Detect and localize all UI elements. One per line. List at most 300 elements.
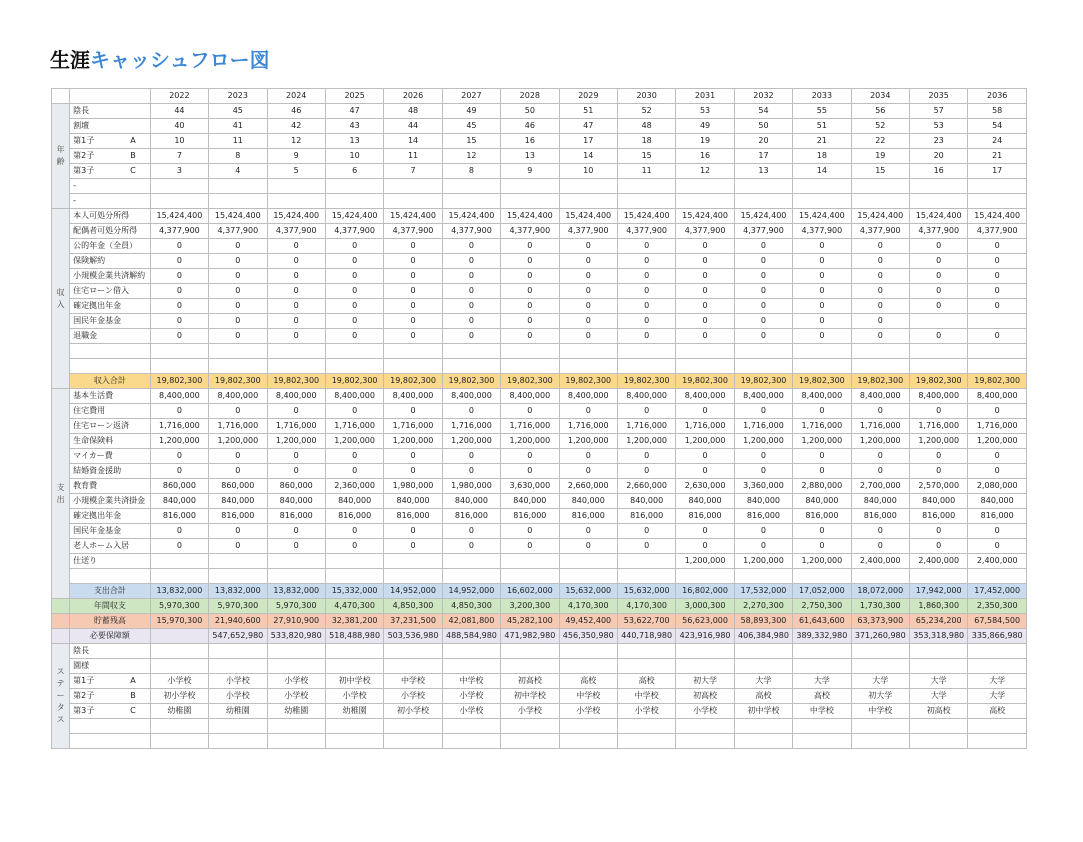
value-cell: 15,424,400 — [384, 209, 442, 224]
row-label — [70, 449, 151, 464]
value-cell: 4,377,900 — [734, 224, 792, 239]
value-cell: 20 — [909, 149, 967, 164]
value-cell: 0 — [734, 404, 792, 419]
value-cell: 1,200,000 — [150, 434, 208, 449]
year-header: 2030 — [617, 89, 675, 104]
value-cell — [851, 644, 909, 659]
total-value-cell: 19,802,300 — [617, 374, 675, 389]
value-cell: 0 — [442, 524, 500, 539]
value-cell: 大学 — [968, 689, 1027, 704]
value-cell: 2,080,000 — [968, 479, 1027, 494]
value-cell: 0 — [267, 314, 325, 329]
value-cell — [384, 719, 442, 734]
value-cell — [968, 659, 1027, 674]
value-cell: 0 — [734, 524, 792, 539]
value-cell: 0 — [559, 284, 617, 299]
value-cell: 0 — [384, 284, 442, 299]
value-cell: 0 — [851, 284, 909, 299]
row-label-text: - — [73, 181, 77, 190]
row-label — [70, 464, 151, 479]
value-cell: 0 — [793, 254, 851, 269]
value-cell: 18 — [617, 134, 675, 149]
value-cell: 0 — [617, 239, 675, 254]
value-cell — [734, 344, 792, 359]
value-cell — [793, 179, 851, 194]
group-label-char: タ — [56, 703, 65, 712]
value-cell: 0 — [325, 239, 383, 254]
row-label-text: 本人可処分所得 — [73, 211, 130, 220]
value-cell — [968, 734, 1027, 749]
value-cell — [209, 719, 267, 734]
row-label-text: 第3子 — [73, 706, 95, 715]
value-cell: 小学校 — [617, 704, 675, 719]
year-header: 2029 — [559, 89, 617, 104]
value-cell: 40 — [150, 119, 208, 134]
value-cell: 1,716,000 — [851, 419, 909, 434]
value-cell: 0 — [209, 404, 267, 419]
value-cell: 816,000 — [851, 509, 909, 524]
value-cell — [150, 734, 208, 749]
value-cell: 0 — [734, 464, 792, 479]
value-cell: 0 — [325, 269, 383, 284]
value-cell — [676, 569, 734, 584]
value-cell — [676, 644, 734, 659]
value-cell: 0 — [325, 254, 383, 269]
row-label-sub: C — [130, 166, 136, 175]
row-label — [70, 644, 151, 659]
row-label-text: 配偶者可処分所得 — [73, 226, 138, 235]
value-cell: 8,400,000 — [617, 389, 675, 404]
total-value-cell: 19,802,300 — [150, 374, 208, 389]
total-value-cell: 19,802,300 — [909, 374, 967, 389]
row-label — [70, 719, 151, 734]
table-row — [52, 194, 1027, 209]
value-cell: 15,424,400 — [501, 209, 559, 224]
value-cell: 860,000 — [267, 479, 325, 494]
value-cell: 小学校 — [267, 674, 325, 689]
value-cell: 0 — [325, 299, 383, 314]
value-cell: 0 — [501, 269, 559, 284]
value-cell — [676, 659, 734, 674]
group-label-text — [57, 482, 65, 506]
value-cell: 0 — [150, 254, 208, 269]
total-value-cell: 18,072,000 — [851, 584, 909, 599]
row-label — [70, 179, 151, 194]
value-cell — [501, 194, 559, 209]
row-label — [70, 704, 151, 719]
value-cell — [150, 659, 208, 674]
value-cell: 0 — [384, 299, 442, 314]
value-cell: 52 — [851, 119, 909, 134]
value-cell: 840,000 — [734, 494, 792, 509]
total-label: 年間収支 — [70, 599, 151, 614]
value-cell: 15,424,400 — [267, 209, 325, 224]
value-cell: 0 — [851, 329, 909, 344]
row-label-text: 住宅ローン借入 — [73, 286, 129, 295]
value-cell: 高校 — [968, 704, 1027, 719]
value-cell — [968, 314, 1027, 329]
value-cell: 0 — [968, 524, 1027, 539]
value-cell: 840,000 — [325, 494, 383, 509]
value-cell: 3,630,000 — [501, 479, 559, 494]
row-label-sub: B — [130, 691, 136, 700]
row-label — [70, 539, 151, 554]
value-cell: 17 — [734, 149, 792, 164]
value-cell — [384, 569, 442, 584]
table-row — [52, 659, 1027, 674]
value-cell: 0 — [909, 524, 967, 539]
value-cell — [209, 734, 267, 749]
value-cell: 0 — [442, 254, 500, 269]
value-cell — [793, 344, 851, 359]
value-cell — [851, 734, 909, 749]
total-value-cell: 4,470,300 — [325, 599, 383, 614]
table-row — [52, 464, 1027, 479]
value-cell: 0 — [676, 524, 734, 539]
value-cell — [150, 344, 208, 359]
value-cell: 0 — [617, 314, 675, 329]
value-cell — [617, 344, 675, 359]
value-cell: 幼稚園 — [325, 704, 383, 719]
value-cell: 816,000 — [617, 509, 675, 524]
group-label-char: 出 — [56, 494, 65, 504]
row-label-text: 教育費 — [73, 481, 98, 490]
value-cell: 0 — [325, 329, 383, 344]
value-cell: 小学校 — [267, 689, 325, 704]
value-cell: 0 — [559, 404, 617, 419]
total-value-cell: 14,952,000 — [442, 584, 500, 599]
value-cell — [150, 359, 208, 374]
total-value-cell — [150, 629, 208, 644]
year-header: 2027 — [442, 89, 500, 104]
value-cell: 16 — [676, 149, 734, 164]
value-cell — [325, 659, 383, 674]
value-cell: 6 — [325, 164, 383, 179]
value-cell: 860,000 — [209, 479, 267, 494]
value-cell — [793, 359, 851, 374]
value-cell: 12 — [442, 149, 500, 164]
value-cell — [559, 344, 617, 359]
group-label-expense — [52, 389, 70, 599]
value-cell: 大学 — [909, 674, 967, 689]
value-cell: 1,200,000 — [793, 554, 851, 569]
value-cell: 0 — [501, 404, 559, 419]
value-cell: 0 — [501, 449, 559, 464]
value-cell: 0 — [384, 269, 442, 284]
title-part2: キャッシュフロー図 — [90, 48, 270, 72]
total-label: 必要保障額 — [70, 629, 151, 644]
table-row — [52, 704, 1027, 719]
year-header: 2026 — [384, 89, 442, 104]
value-cell: 0 — [150, 299, 208, 314]
value-cell: 0 — [325, 464, 383, 479]
value-cell: 0 — [209, 254, 267, 269]
value-cell: 0 — [442, 284, 500, 299]
value-cell: 0 — [442, 404, 500, 419]
value-cell: 816,000 — [442, 509, 500, 524]
value-cell: 0 — [793, 539, 851, 554]
row-label-text: 陰長 — [73, 106, 90, 115]
value-cell: 4,377,900 — [851, 224, 909, 239]
group-label-char: ス — [56, 715, 65, 724]
table-row — [52, 644, 1027, 659]
row-label-text: 第1子 — [73, 676, 95, 685]
value-cell — [150, 644, 208, 659]
value-cell: 0 — [442, 464, 500, 479]
row-label-text: マイカー費 — [73, 451, 113, 460]
value-cell: 21 — [968, 149, 1027, 164]
value-cell — [851, 359, 909, 374]
total-value-cell: 5,970,300 — [150, 599, 208, 614]
value-cell: 0 — [384, 524, 442, 539]
group-spacer — [52, 599, 70, 614]
total-value-cell: 2,350,300 — [968, 599, 1027, 614]
value-cell — [851, 659, 909, 674]
value-cell: 0 — [559, 314, 617, 329]
value-cell — [209, 569, 267, 584]
value-cell — [325, 569, 383, 584]
value-cell: 840,000 — [617, 494, 675, 509]
row-label — [70, 194, 151, 209]
total-value-cell: 4,170,300 — [559, 599, 617, 614]
value-cell — [267, 554, 325, 569]
value-cell: 1,980,000 — [442, 479, 500, 494]
total-value-cell: 15,332,000 — [325, 584, 383, 599]
value-cell: 0 — [442, 299, 500, 314]
value-cell — [793, 734, 851, 749]
value-cell: 中学校 — [793, 704, 851, 719]
value-cell: 0 — [909, 254, 967, 269]
value-cell: 0 — [851, 254, 909, 269]
value-cell — [325, 359, 383, 374]
value-cell: 7 — [384, 164, 442, 179]
cashflow-table — [51, 88, 1027, 749]
total-value-cell: 19,802,300 — [851, 374, 909, 389]
value-cell: 初中学校 — [734, 704, 792, 719]
value-cell: 0 — [150, 314, 208, 329]
value-cell — [909, 314, 967, 329]
value-cell — [442, 554, 500, 569]
table-row — [52, 734, 1027, 749]
value-cell: 0 — [150, 464, 208, 479]
value-cell: 816,000 — [909, 509, 967, 524]
value-cell: 0 — [734, 254, 792, 269]
value-cell: 816,000 — [676, 509, 734, 524]
value-cell: 13 — [734, 164, 792, 179]
value-cell — [559, 359, 617, 374]
value-cell — [734, 734, 792, 749]
value-cell — [501, 569, 559, 584]
total-value-cell: 13,832,000 — [209, 584, 267, 599]
total-value-cell: 4,170,300 — [617, 599, 675, 614]
value-cell: 8,400,000 — [150, 389, 208, 404]
value-cell: 小学校 — [209, 689, 267, 704]
total-value-cell: 19,802,300 — [209, 374, 267, 389]
value-cell: 0 — [209, 464, 267, 479]
value-cell: 初大学 — [676, 674, 734, 689]
value-cell — [734, 644, 792, 659]
value-cell: 0 — [968, 299, 1027, 314]
value-cell — [617, 194, 675, 209]
value-cell — [851, 569, 909, 584]
value-cell: 0 — [617, 269, 675, 284]
value-cell — [267, 344, 325, 359]
value-cell: 0 — [676, 254, 734, 269]
value-cell: 0 — [676, 284, 734, 299]
value-cell: 4 — [209, 164, 267, 179]
row-label — [70, 104, 151, 119]
table-row — [52, 359, 1027, 374]
value-cell: 840,000 — [851, 494, 909, 509]
value-cell — [325, 554, 383, 569]
value-cell: 0 — [325, 404, 383, 419]
value-cell: 0 — [442, 329, 500, 344]
value-cell: 8,400,000 — [209, 389, 267, 404]
value-cell — [559, 194, 617, 209]
value-cell — [501, 659, 559, 674]
group-spacer — [52, 614, 70, 629]
value-cell: 840,000 — [793, 494, 851, 509]
value-cell — [501, 554, 559, 569]
value-cell: 1,200,000 — [851, 434, 909, 449]
value-cell: 0 — [968, 254, 1027, 269]
value-cell: 2,400,000 — [909, 554, 967, 569]
value-cell — [676, 359, 734, 374]
total-value-cell: 61,643,600 — [793, 614, 851, 629]
total-value-cell: 19,802,300 — [793, 374, 851, 389]
value-cell: 0 — [559, 464, 617, 479]
table-row — [52, 569, 1027, 584]
value-cell: 15 — [851, 164, 909, 179]
value-cell: 840,000 — [209, 494, 267, 509]
value-cell: 15,424,400 — [734, 209, 792, 224]
value-cell: 0 — [734, 269, 792, 284]
value-cell: 8,400,000 — [676, 389, 734, 404]
group-label-char: 入 — [56, 299, 65, 309]
total-value-cell: 27,910,900 — [267, 614, 325, 629]
table-row — [52, 149, 1027, 164]
value-cell: 初中学校 — [325, 674, 383, 689]
value-cell: 4,377,900 — [384, 224, 442, 239]
value-cell: 8,400,000 — [734, 389, 792, 404]
table-row — [52, 284, 1027, 299]
value-cell: 1,200,000 — [676, 434, 734, 449]
value-cell — [150, 179, 208, 194]
value-cell: 816,000 — [793, 509, 851, 524]
value-cell: 0 — [793, 524, 851, 539]
value-cell: 0 — [209, 314, 267, 329]
table-row — [52, 509, 1027, 524]
total-value-cell: 19,802,300 — [442, 374, 500, 389]
value-cell: 0 — [559, 239, 617, 254]
table-row — [52, 434, 1027, 449]
row-label — [70, 209, 151, 224]
total-value-cell: 49,452,400 — [559, 614, 617, 629]
value-cell: 46 — [501, 119, 559, 134]
value-cell: 0 — [150, 269, 208, 284]
value-cell: 11 — [384, 149, 442, 164]
value-cell: 0 — [676, 329, 734, 344]
value-cell: 816,000 — [150, 509, 208, 524]
value-cell: 0 — [559, 524, 617, 539]
row-label-text: 住宅費用 — [73, 406, 106, 415]
value-cell: 1,716,000 — [734, 419, 792, 434]
value-cell: 0 — [442, 314, 500, 329]
value-cell: 0 — [734, 329, 792, 344]
table-row — [52, 404, 1027, 419]
value-cell: 中学校 — [559, 689, 617, 704]
value-cell: 8,400,000 — [559, 389, 617, 404]
value-cell — [559, 554, 617, 569]
value-cell: 0 — [968, 269, 1027, 284]
value-cell: 0 — [501, 524, 559, 539]
row-label-text: 住宅ローン返済 — [73, 421, 129, 430]
total-label: 支出合計 — [70, 584, 151, 599]
value-cell: 0 — [150, 539, 208, 554]
value-cell: 0 — [909, 464, 967, 479]
value-cell: 0 — [676, 314, 734, 329]
value-cell: 0 — [968, 449, 1027, 464]
value-cell: 0 — [793, 329, 851, 344]
value-cell — [209, 554, 267, 569]
total-value-cell: 42,081,800 — [442, 614, 500, 629]
value-cell: 17 — [559, 134, 617, 149]
row-label — [70, 134, 151, 149]
value-cell — [734, 179, 792, 194]
total-value-cell: 5,970,300 — [267, 599, 325, 614]
row-label — [70, 674, 151, 689]
total-value-cell: 19,802,300 — [325, 374, 383, 389]
value-cell — [267, 734, 325, 749]
value-cell: 0 — [617, 524, 675, 539]
value-cell: 816,000 — [209, 509, 267, 524]
expense-total-row — [52, 584, 1027, 599]
value-cell: 0 — [676, 404, 734, 419]
value-cell: 1,200,000 — [559, 434, 617, 449]
row-label-text: 第2子 — [73, 151, 95, 160]
value-cell: 大学 — [851, 674, 909, 689]
value-cell — [617, 659, 675, 674]
row-label — [70, 569, 151, 584]
row-label-text: 老人ホーム入居 — [73, 541, 130, 550]
value-cell: 0 — [793, 239, 851, 254]
row-label — [70, 434, 151, 449]
row-label — [70, 119, 151, 134]
value-cell — [384, 194, 442, 209]
value-cell: 0 — [617, 539, 675, 554]
annual-balance-row — [52, 599, 1027, 614]
row-label-text: 小規模企業共済掛金 — [73, 496, 146, 505]
row-label — [70, 239, 151, 254]
total-label: 貯蓄残高 — [70, 614, 151, 629]
value-cell: 1,200,000 — [909, 434, 967, 449]
total-value-cell: 533,820,980 — [267, 629, 325, 644]
value-cell — [501, 644, 559, 659]
total-value-cell: 53,622,700 — [617, 614, 675, 629]
value-cell: 4,377,900 — [325, 224, 383, 239]
value-cell: 2,400,000 — [851, 554, 909, 569]
row-label-text: 小規模企業共済解約 — [73, 271, 146, 280]
value-cell: 8 — [209, 149, 267, 164]
value-cell: 初小学校 — [384, 704, 442, 719]
group-label-char: テ — [56, 679, 65, 688]
total-value-cell: 4,850,300 — [384, 599, 442, 614]
value-cell: 840,000 — [267, 494, 325, 509]
value-cell: 1,200,000 — [442, 434, 500, 449]
total-value-cell: 5,970,300 — [209, 599, 267, 614]
value-cell — [501, 719, 559, 734]
row-label-text: 確定拠出年金 — [73, 511, 122, 520]
